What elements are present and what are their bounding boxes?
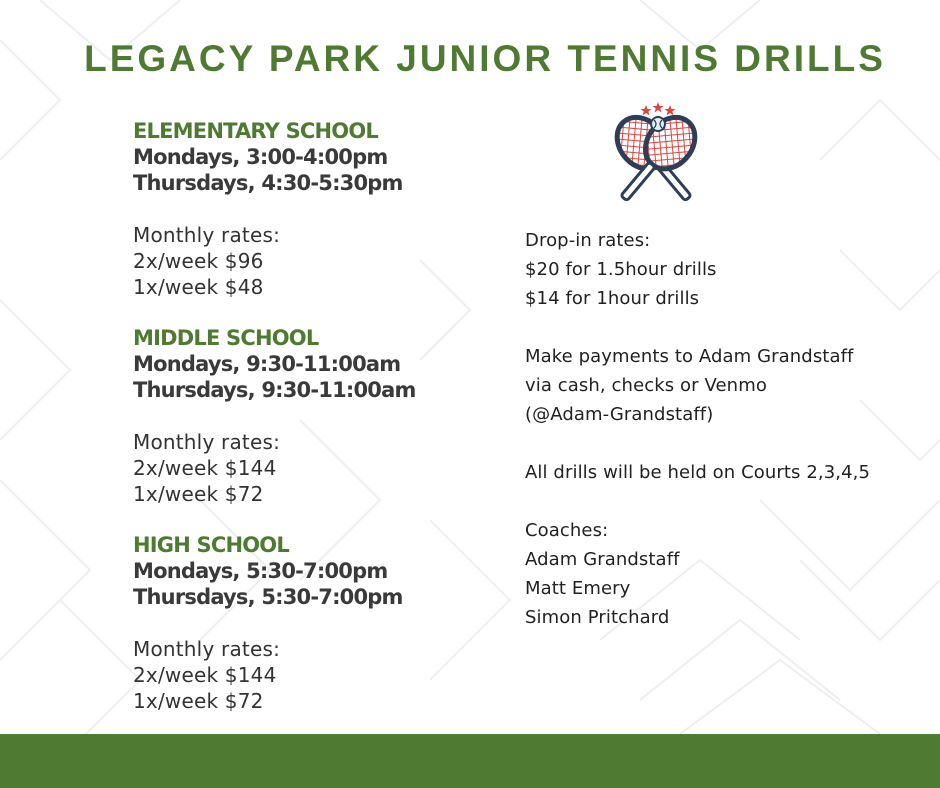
section-heading: HIGH SCHOOL <box>133 533 289 557</box>
info-column <box>525 226 935 632</box>
schedule-time: Mondays, 9:30-11:00am <box>133 352 401 376</box>
crossed-tennis-rackets-icon <box>591 100 721 210</box>
footer-bar <box>0 734 940 788</box>
star-icon <box>641 102 676 116</box>
coach-name: Simon Pritchard <box>525 607 670 628</box>
rates-label: Monthly rates: <box>133 223 281 247</box>
rate-item: 2x/week $144 <box>133 663 277 687</box>
coach-name: Matt Emery <box>525 578 631 599</box>
rate-item: 1x/week $72 <box>133 689 264 713</box>
coaches-label: Coaches: <box>525 520 609 541</box>
schedule-time: Thursdays, 9:30-11:00am <box>133 378 416 402</box>
high-school-section <box>133 532 493 714</box>
schedule-column <box>133 118 493 714</box>
coach-name: Adam Grandstaff <box>525 549 680 570</box>
schedule-time: Mondays, 3:00-4:00pm <box>133 145 388 169</box>
schedule-time: Thursdays, 4:30-5:30pm <box>133 171 403 195</box>
payment-text: via cash, checks or Venmo <box>525 375 767 396</box>
section-heading: MIDDLE SCHOOL <box>133 326 319 350</box>
rate-item: 2x/week $96 <box>133 249 264 273</box>
rates-label: Monthly rates: <box>133 430 281 454</box>
venmo-handle: (@Adam-Grandstaff) <box>525 404 714 425</box>
rate-item: 1x/week $72 <box>133 482 264 506</box>
payment-text: Make payments to Adam Grandstaff <box>525 346 854 367</box>
elementary-school-section <box>133 118 493 300</box>
dropin-rate: $20 for 1.5hour drills <box>525 259 717 280</box>
dropin-rate: $14 for 1hour drills <box>525 288 700 309</box>
dropin-label: Drop-in rates: <box>525 230 651 251</box>
section-heading: ELEMENTARY SCHOOL <box>133 119 378 143</box>
middle-school-section <box>133 325 493 507</box>
schedule-time: Mondays, 5:30-7:00pm <box>133 559 388 583</box>
rate-item: 2x/week $144 <box>133 456 277 480</box>
schedule-time: Thursdays, 5:30-7:00pm <box>133 585 403 609</box>
rates-label: Monthly rates: <box>133 637 281 661</box>
page-title: LEGACY PARK JUNIOR TENNIS DRILLS <box>84 38 886 79</box>
rate-item: 1x/week $48 <box>133 275 264 299</box>
courts-text: All drills will be held on Courts 2,3,4,5 <box>525 462 871 483</box>
